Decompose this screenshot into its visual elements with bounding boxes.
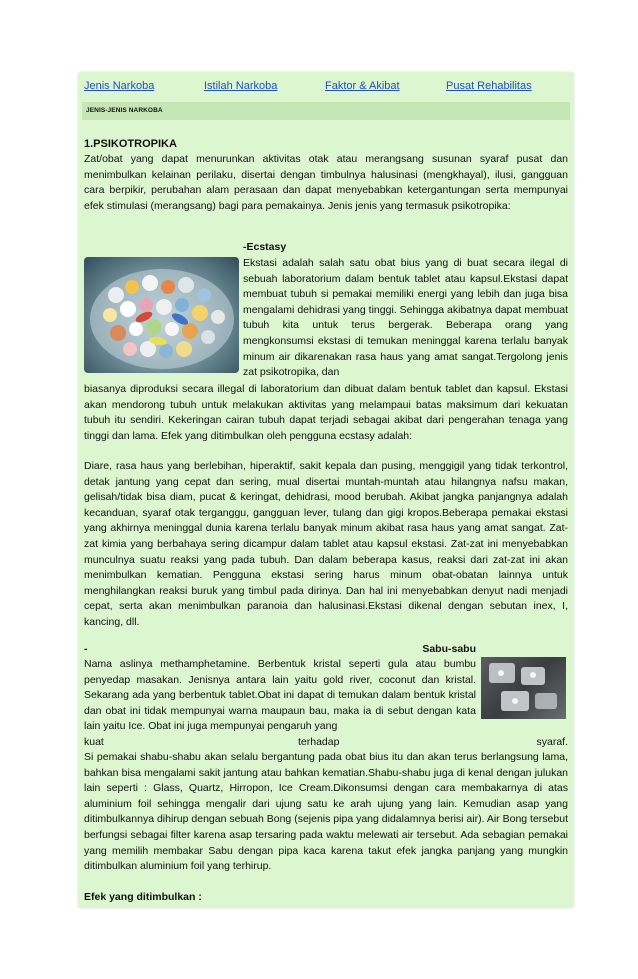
sabu-heading: Sabu-sabu [422,643,476,655]
sabu-side-paragraph: Nama aslinya methamphetamine. Berbentuk kristal seperti gula atau bumbu penyedap masakan. Jenisnya antara lain yaitu gold river, coconut dan kristal. Sekarang ada yang berbentuk tablet.Obat ini dapat di temukan dalam bentuk kristal dan obat ini tidak mempunyai warna maupaun bau, maka ia di sebut dengan kata lain yaitu Ice. Obat ini juga mempunyai pengaruh yang [84,658,476,733]
nav-link-jenis-narkoba[interactable]: Jenis Narkoba [84,80,155,92]
nav-link-pusat-rehabilitas[interactable]: Pusat Rehabilitas [446,80,532,92]
sabu-last-line [84,735,568,750]
ecstasy-side-paragraph: Ekstasi adalah salah satu obat bius yang di buat secara ilegal di sebuah laboratorium dalam bentuk tablet atau kapsul.Ekstasi dapat membuat tubuh si pemakai memiliki energi yang lebih dan juga bisa mengalami dehidrasi yang tinggi. Sehingga akibatnya dapat membuat tubuh kita untuk terus bergerak. Beberapa orang yang mengkonsumsi ekstasi di temukan meninggal karena terlalu banyak minum air dikarenakan rasa haus yang amat sangat.Tergolong jenis zat psikotropika, dan [243,257,568,379]
pills-image [84,257,239,373]
sabu-last-word-3: syaraf. [536,736,568,748]
document-page [78,72,574,908]
section-title: 1.PSIKOTROPIKA [84,138,177,150]
nav-link-faktor-akibat[interactable]: Faktor & Akibat [325,80,400,92]
ecstasy-heading: -Ecstasy [243,241,287,253]
intro-paragraph: Zat/obat yang dapat menurunkan aktivitas otak atau merangsang susunan syaraf pusat dan menimbulkan kelainan perilaku, disertai dengan timbulnya halusinasi (mengkhayal), ilusi, gangguan cara berpikir, perubahan alam perasaan dan dapat menyebabkan ketergantungan serta mempunyai efek stimulasi (merangsang) bagi para pemakainya. Jenis jenis yang termasuk psikotropika: [84,153,568,212]
ecstasy-paragraph: biasanya diproduksi secara illegal di laboratorium dan dibuat dalam bentuk tablet dan kapsul. Ekstasi akan mendorong tubuh untuk melakukan aktivitas yang melampaui batas maksimum dari kekuatan tubuh itu sendiri. Kekeringan cairan tubuh dapat terjadi sebagai akibat dari pengerahan tenaga yang tinggi dan lama. Efek yang ditimbulkan oleh pengguna ecstasy adalah: [84,383,568,442]
sabu-last-word-1: kuat [84,736,104,748]
sabu-last-word-2: terhadap [298,736,340,748]
top-nav [84,80,568,98]
sabu-image [481,657,566,719]
ecstasy-effects-paragraph: Diare, rasa haus yang berlebihan, hiperaktif, sakit kepala dan pusing, menggigil yang tidak terkontrol, detak jantung yang cepat dan sering, mual disertai muntah-muntah atau hilangnya nafsu makan, gelisah/tidak bisa diam, pucat & keringat, dehidrasi, mood berubah. Akibat jangka panjangnya adalah kecanduan, syaraf otak terganggu, gangguan lever, tulang dan gigi kropos.Beberapa pemakai ekstasi yang akhirnya meninggal dunia karena terlalu banyak minum akibat rasa haus yang amat sangat. Zat-zat kimia yang berbahaya sering dicampur dalam tablet atau kapsul ekstasi. Zat-zat ini menyebabkan munculnya suatu reaksi yang pada tubuh. Dan dalam beberapa kasus, reaksi dari zat-zat ini akan menimbulkan kematian. Pengguna ekstasi sering harus minum obat-obatan lainnya untuk menghilangkan reaksi buruk yang timbul pada dirinya. Dan hal ini menyebabkan denyut nadi menjadi cepat, serta akan menimbulkan paranoia dan halusinasi.Ekstasi dikenal dengan sebutan inex, I, kancing, dll. [84,460,568,628]
sabu-paragraph: Si pemakai shabu-shabu akan selalu bergantung pada obat bius itu dan akan terus berlangsung lama, bahkan bisa mengalami sakit jantung atau bahkan kematian.Shabu-shabu juga di kenal dengan julukan lain seperti : Glass, Quartz, Hirropon, Ice Cream.Dikonsumsi dengan cara membakarnya di atas aluminium foil sehingga mengalir dari ujung satu ke arah ujung yang lain. Kemudian asap yang ditimbulkannya dihirup dengan sebuah Bong (sejenis pipa yang didalamnya berisi air). Air Bong tersebut berfungsi sebagai filter karena asap tersaring pada waktu melewati air tersebut. Ada sebagian pemakai yang memilih membakar Sabu dengan pipa kaca karena takut efek jangka panjang yang mungkin ditimbulkan aluminium foil yang terhirup. [84,751,568,873]
sabu-dash: - [84,643,88,655]
nav-link-istilah-narkoba[interactable]: Istilah Narkoba [204,80,278,92]
section-strip: JENIS-JENIS NARKOBA [82,102,570,120]
effects-heading: Efek yang ditimbulkan : [84,891,202,903]
